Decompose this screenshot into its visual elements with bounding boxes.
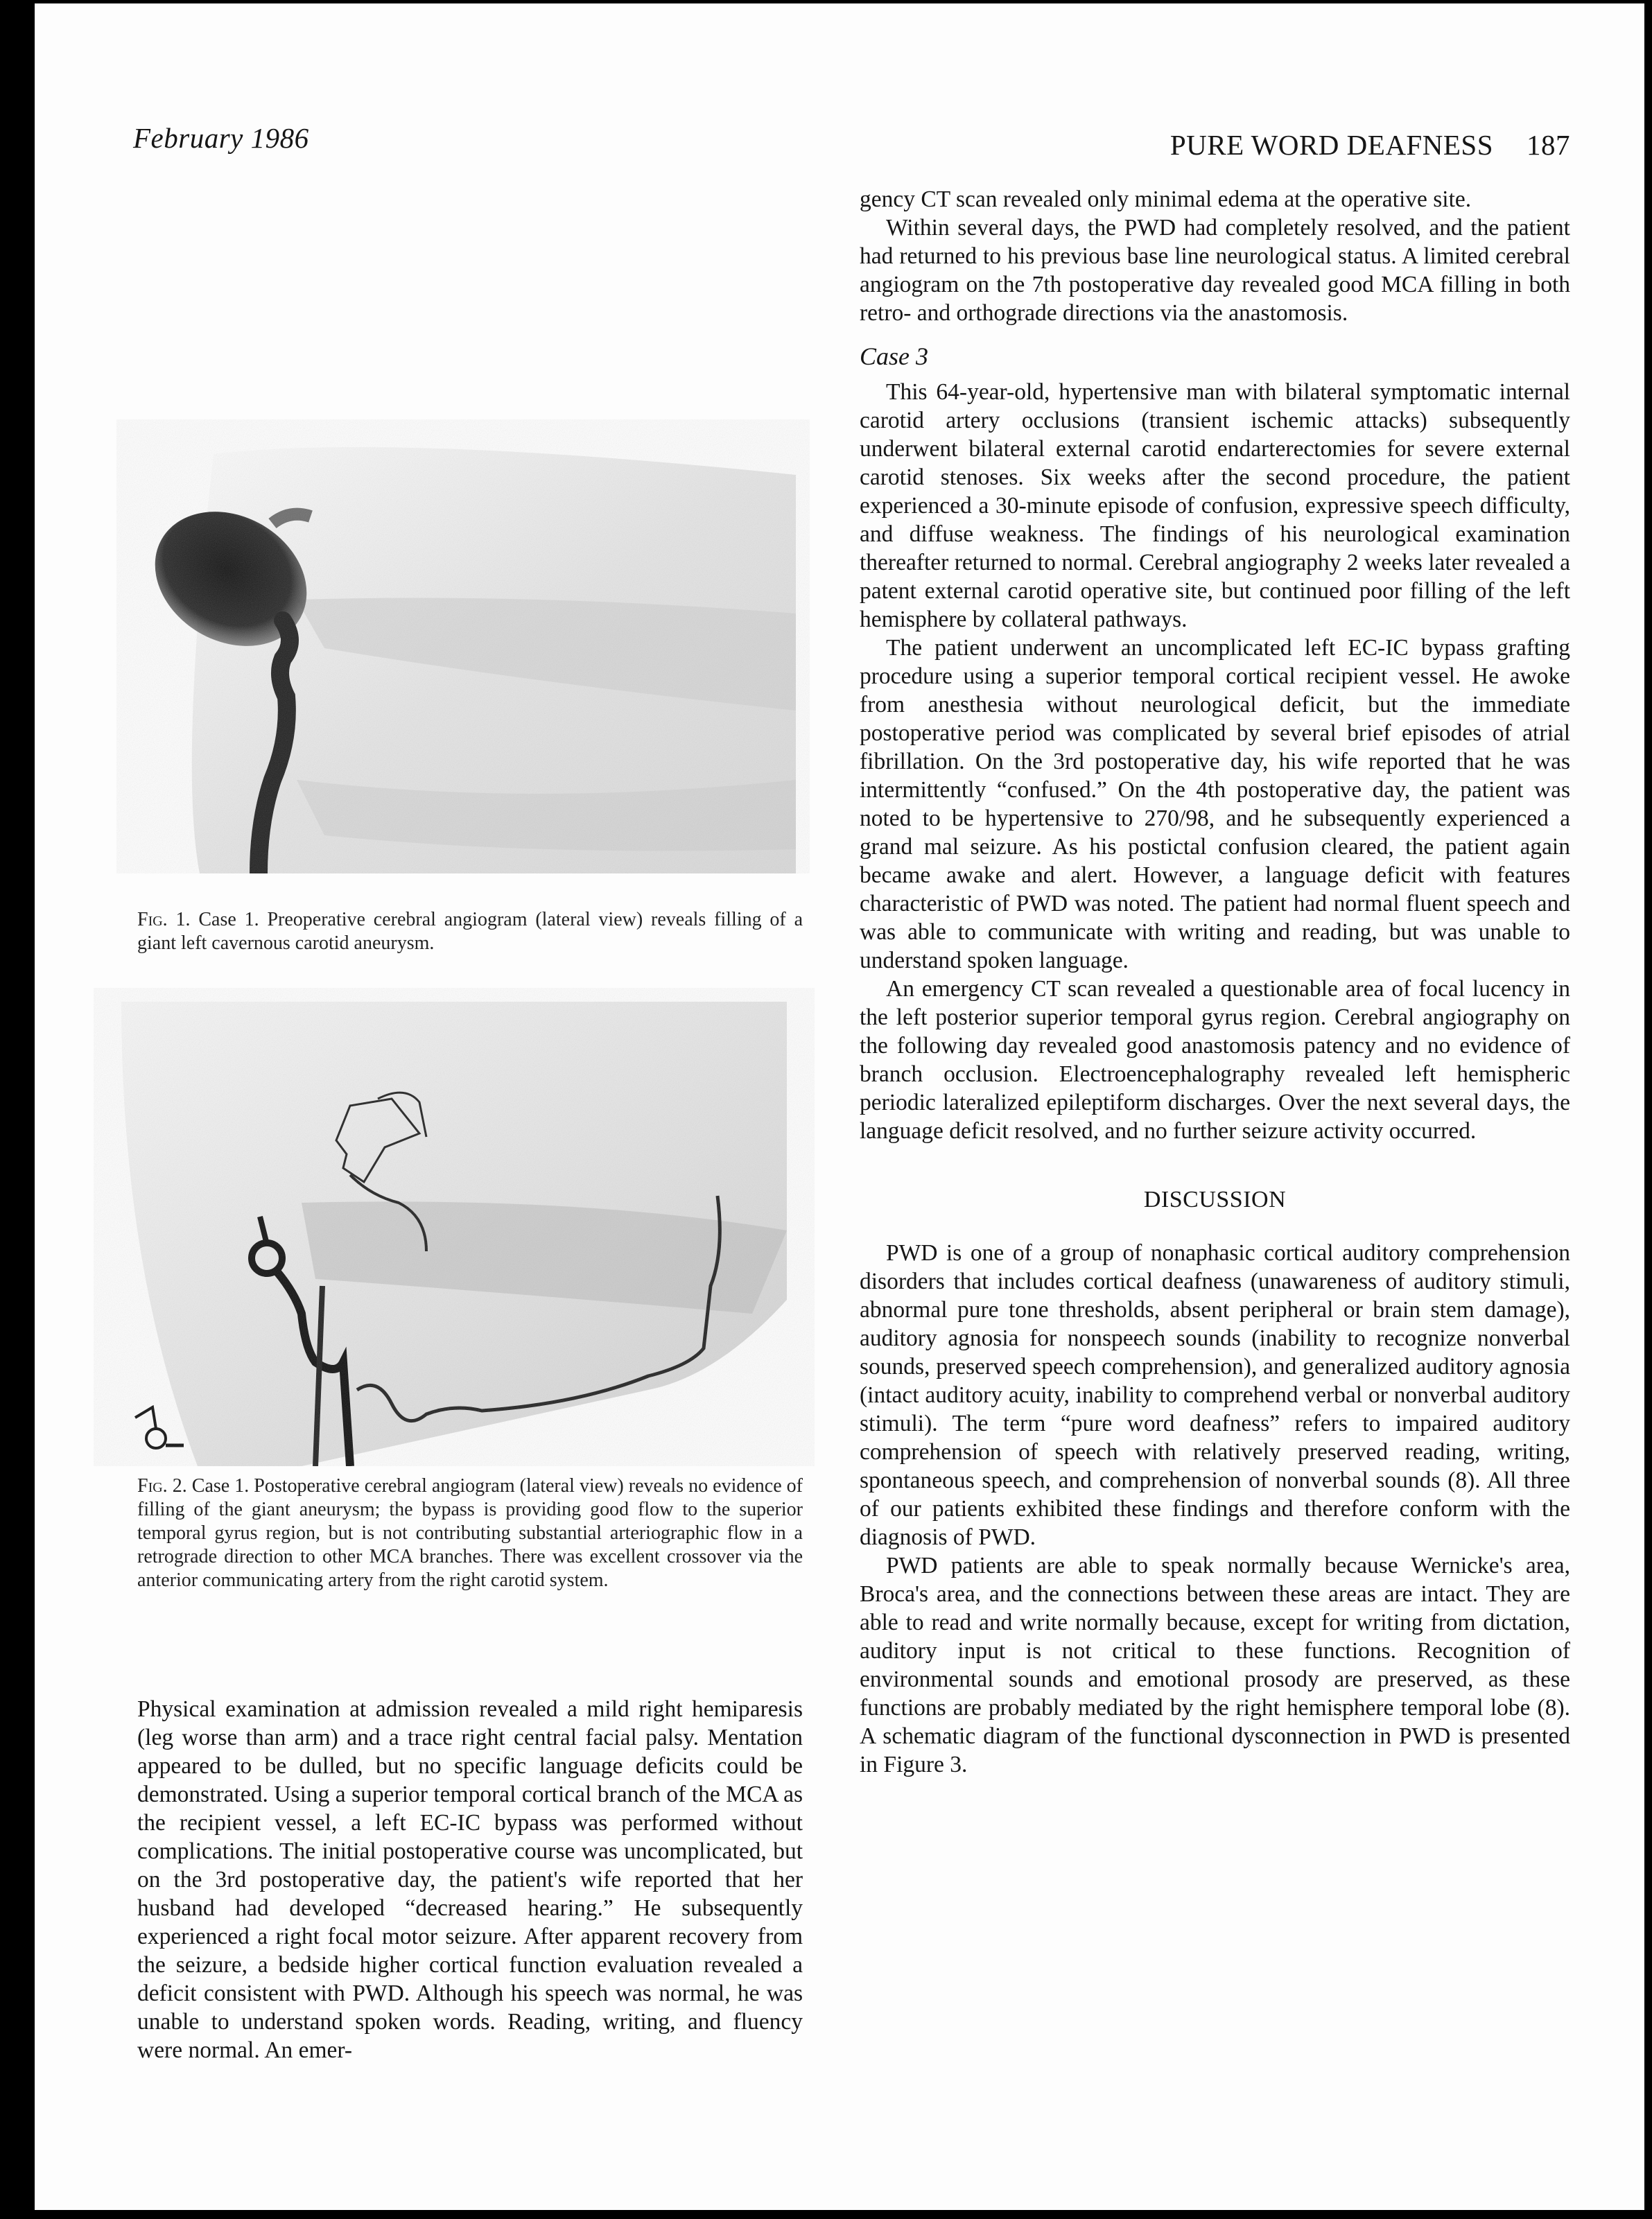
page-number: 187 — [1527, 129, 1570, 161]
right-column-text — [860, 185, 1570, 1779]
paragraph: PWD is one of a group of nonaphasic cortical auditory comprehension disorders that includes cortical deafness (unawareness of auditory stimuli, abnormal pure tone thresholds, absent peripheral or brain stem damage), auditory agnosia for nonspeech sounds (inability to recognize nonverbal sounds, preserved speech comprehension), and generalized auditory agnosia (intact auditory acuity, inability to comprehend verbal or nonverbal auditory stimuli). The term “pure word deafness” refers to impaired auditory comprehension of speech with relatively preserved reading, writing, spontaneous speech, and comprehension of nonverbal sounds (8). All three of our patients exhibited these findings and therefore conform with the diagnosis of PWD. — [860, 1240, 1570, 1550]
issue-date: February 1986 — [133, 122, 309, 154]
paragraph-continuation: gency CT scan revealed only minimal edema at the operative site. — [860, 186, 1472, 212]
case-3-heading: Case 3 — [860, 342, 928, 370]
paragraph: Physical examination at admission revealed a mild right hemiparesis (leg worse than arm) and a trace right central facial palsy. Mentation appeared to be dulled, but no specific language deficits could be demonstrated. Using a superior temporal cortical branch of the MCA as the recipient vessel, a left EC-IC bypass was performed without complications. The initial postoperative course was uncomplicated, but on the 3rd postoperative day, the patient's wife reported that her husband had developed “decreased hearing.” He subsequently experienced a right focal motor seizure. After apparent recovery from the seizure, a bedside higher cortical function evaluation revealed a deficit consistent with PWD. Although his speech was normal, he was unable to understand spoken words. Reading, writing, and fluency were normal. An emer- — [137, 1696, 803, 2063]
paragraph: PWD patients are able to speak normally because Wernicke's area, Broca's area, and the connections between these areas are intact. They are able to read and write normally because, except for writing from dictation, auditory input is not critical to these functions. Recognition of environmental sounds and emotional prosody are preserved, as these functions are probably mediated by the right hemisphere temporal lobe (8). A schematic diagram of the functional dysconnection in PWD is presented in Figure 3. — [860, 1553, 1570, 1777]
running-title: PURE WORD DEAFNESS — [1170, 129, 1493, 161]
paragraph: This 64-year-old, hypertensive man with bilateral symptomatic internal carotid artery occlusions (transient ischemic attacks) subsequently underwent bilateral external carotid endarterectomies for severe external carotid stenoses. Six weeks after the second procedure, the patient experienced a 30-minute episode of confusion, expressive speech difficulty, and diffuse weakness. The findings of his neurological examination thereafter returned to normal. Cerebral angiography 2 weeks later revealed a patent external carotid operative site, but continued poor filling of the left hemisphere by collateral pathways. — [860, 379, 1570, 632]
figure-2-caption-text: Case 1. Postoperative cerebral angiogram (lateral view) reveals no evidence of filling of the giant aneurysm; the bypass is providing good flow to the superior temporal gyrus region, but is not contributing substantial arteriographic flow in a retrograde direction to other MCA branches. There was excellent crossover via the anterior communicating artery from the right carotid system. — [137, 1475, 803, 1591]
figure-1-label: Fig. 1. — [137, 909, 191, 930]
running-header — [1029, 128, 1570, 162]
figure-1-angiogram — [116, 419, 810, 873]
figure-1-caption-text: Case 1. Preoperative cerebral angiogram (lateral view) reveals filling of a giant left cavernous carotid aneurysm. — [137, 909, 803, 954]
discussion-heading: DISCUSSION — [1143, 1187, 1287, 1212]
journal-page — [35, 3, 1644, 2210]
paragraph: The patient underwent an uncomplicated left EC-IC bypass grafting procedure using a superior temporal cortical recipient vessel. He awoke from anesthesia without neurological deficit, but the immediate postoperative period was complicated by several brief episodes of atrial fibrillation. On the 3rd postoperative day, his wife reported that he was intermittently “confused.” On the 4th postoperative day, the patient was noted to be hypertensive to 270/98, and he subsequently experienced a grand mal seizure. As his postictal confusion cleared, the patient again became awake and alert. However, a language deficit with features characteristic of PWD was noted. The patient had normal fluent speech and was able to communicate with writing and reading, but was unable to understand spoken language. — [860, 635, 1570, 973]
figure-2-angiogram — [94, 988, 815, 1466]
figure-1-caption — [137, 908, 803, 955]
figure-2-caption — [137, 1474, 803, 1592]
figure-2-label: Fig. 2. — [137, 1475, 187, 1497]
left-column-text — [137, 1695, 803, 2064]
paragraph: An emergency CT scan revealed a questionable area of focal lucency in the left posterior superior temporal gyrus region. Cerebral angiography on the following day revealed good anastomosis patency and no evidence of branch occlusion. Electroencephalography revealed left hemispheric periodic lateralized epileptiform discharges. Over the next several days, the language deficit resolved, and no further seizure activity occurred. — [860, 976, 1570, 1144]
paragraph: Within several days, the PWD had completely resolved, and the patient had returned to his previous base line neurological status. A limited cerebral angiogram on the 7th postoperative day revealed good MCA filling in both retro- and orthograde directions via the anastomosis. — [860, 215, 1570, 326]
